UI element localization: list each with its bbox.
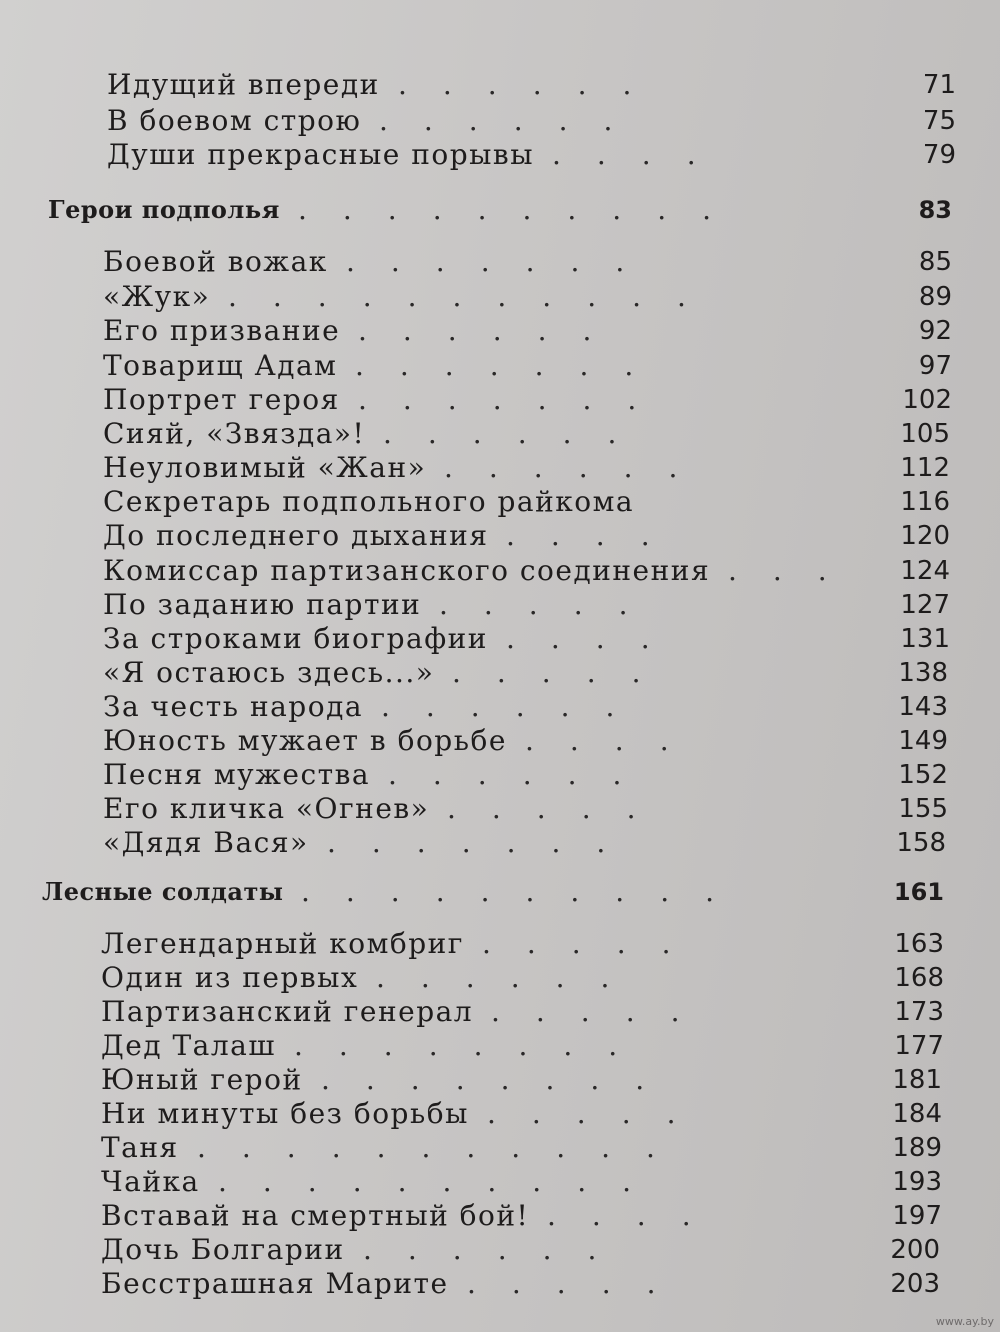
- toc-page-number: 124: [900, 556, 950, 586]
- toc-entry-title: Сияй, «Звязда»!: [103, 417, 366, 450]
- leader-dots: [652, 485, 877, 519]
- toc-page-number: 181: [892, 1065, 942, 1095]
- toc-entry-title: Дед Талаш: [101, 1029, 276, 1062]
- toc-page-number: 120: [900, 521, 950, 551]
- toc-entry-title: «Я остаюсь здесь...»: [103, 656, 435, 689]
- toc-entry-title: Дочь Болгарии: [101, 1233, 345, 1266]
- toc-entry-title: Неуловимый «Жан»: [103, 451, 427, 484]
- toc-entry: [0, 1063, 1000, 1097]
- toc-entry: [0, 690, 1000, 724]
- toc-entry: [0, 1199, 1000, 1233]
- toc-entry: [0, 995, 1000, 1029]
- toc-entry-title: Портрет героя: [103, 383, 340, 416]
- toc-entry: [0, 961, 1000, 995]
- toc-page-number: 152: [898, 760, 948, 790]
- leader-dots: ...: [728, 554, 863, 587]
- toc-entry: [0, 1233, 1000, 1267]
- toc-entry-title: Его призвание: [103, 314, 341, 347]
- toc-page-number: 193: [892, 1167, 942, 1197]
- toc-page-number: 71: [922, 70, 956, 100]
- toc-entry-title: Идущий впереди: [107, 68, 380, 101]
- toc-entry-title: Юность мужает в борьбе: [103, 724, 507, 757]
- toc-page-number: 163: [894, 929, 944, 959]
- leader-dots: ......: [388, 758, 658, 791]
- toc-page-number: 83: [918, 196, 952, 224]
- toc-page-number: 105: [900, 419, 950, 449]
- toc-entry-title: Его кличка «Огнев»: [103, 792, 430, 825]
- leader-dots: ......: [383, 417, 653, 450]
- toc-entry-title: Легендарный комбриг: [101, 927, 464, 960]
- leader-dots: .....: [491, 995, 716, 1028]
- leader-dots: ........: [294, 1029, 654, 1062]
- toc-page-number: 89: [918, 282, 952, 312]
- watermark: www.ay.by: [935, 1315, 994, 1328]
- toc-page-number: 197: [892, 1201, 942, 1231]
- leader-dots: .....: [447, 792, 672, 825]
- toc-section-heading: [0, 193, 1000, 227]
- leader-dots: ........: [321, 1063, 681, 1096]
- toc-page-number: 127: [900, 590, 950, 620]
- leader-dots: ....: [506, 622, 686, 655]
- toc-entry: [0, 1029, 1000, 1063]
- leader-dots: ....: [525, 724, 705, 757]
- toc-page-number: 173: [894, 997, 944, 1027]
- leader-dots: ....: [547, 1199, 727, 1232]
- toc-entry: [0, 314, 1000, 348]
- toc-page-number: 184: [892, 1099, 942, 1129]
- toc-entry-title: Души прекрасные порывы: [107, 138, 534, 171]
- toc-entry-title: Чайка: [101, 1165, 200, 1198]
- toc-page-number: 161: [893, 878, 944, 906]
- leader-dots: ..........: [218, 1165, 668, 1198]
- toc-entry: [0, 68, 1000, 102]
- toc-entry: [0, 622, 1000, 656]
- leader-dots: .....: [467, 1267, 692, 1300]
- leader-dots: ...........: [197, 1131, 691, 1164]
- toc-entry: [0, 588, 1000, 622]
- leader-dots: ......: [381, 690, 651, 723]
- toc-entry: [0, 792, 1000, 826]
- toc-page-number: 97: [918, 351, 952, 381]
- toc-entry: [0, 1165, 1000, 1199]
- leader-dots: .......: [327, 826, 642, 859]
- toc-entry-title: Таня: [101, 1131, 179, 1164]
- toc-entry-title: «Дядя Вася»: [103, 826, 309, 859]
- leader-dots: ...........: [228, 280, 722, 313]
- leader-dots: .....: [487, 1097, 712, 1130]
- toc-entry: [0, 1131, 1000, 1165]
- leader-dots: ..........: [301, 875, 751, 908]
- toc-entry: [0, 1267, 1000, 1301]
- toc-entry: [0, 104, 1000, 138]
- toc-section-heading: [0, 875, 1000, 909]
- toc-entry: [0, 280, 1000, 314]
- toc-entry-title: Боевой вожак: [103, 245, 328, 278]
- toc-entry: [0, 245, 1000, 279]
- toc-page-number: 112: [900, 453, 950, 483]
- toc-entry-title: Один из первых: [101, 961, 359, 994]
- toc-entry-title: Товарищ Адам: [103, 349, 338, 382]
- toc-page-number: 203: [890, 1269, 940, 1299]
- toc-entry: [0, 349, 1000, 383]
- toc-entry: [0, 656, 1000, 690]
- toc-entry: [0, 485, 1000, 519]
- toc-entry: [0, 927, 1000, 961]
- toc-page-number: 75: [922, 106, 956, 136]
- toc-entry-title: Лесные солдаты: [42, 877, 284, 906]
- toc-page-number: 138: [898, 658, 948, 688]
- leader-dots: .....: [439, 588, 664, 621]
- toc-entry-title: Юный герой: [101, 1063, 303, 1096]
- toc-entry: [0, 138, 1000, 172]
- toc-entry-title: В боевом строю: [107, 104, 362, 137]
- toc-page-number: 102: [902, 385, 952, 415]
- toc-entry: [0, 724, 1000, 758]
- toc-entry-title: Бесстрашная Марите: [101, 1267, 449, 1300]
- toc-entry: [0, 1097, 1000, 1131]
- toc-page-number: 168: [894, 963, 944, 993]
- toc-entry-title: До последнего дыхания: [103, 519, 489, 552]
- toc-entry-title: Секретарь подпольного райкома: [103, 485, 635, 518]
- leader-dots: ......: [398, 68, 668, 101]
- toc-entry-title: Вставай на смертный бой!: [101, 1199, 530, 1232]
- toc-entry-title: Партизанский генерал: [101, 995, 474, 1028]
- leader-dots: ......: [358, 314, 628, 347]
- toc-entry-title: Герои подполья: [48, 195, 280, 224]
- toc-page-number: 200: [890, 1235, 940, 1265]
- leader-dots: ..........: [298, 193, 748, 226]
- toc-page-number: 79: [922, 140, 956, 170]
- toc-entry: [0, 554, 1000, 588]
- leader-dots: ....: [506, 519, 686, 552]
- toc-page-number: 149: [898, 726, 948, 756]
- toc-entry: [0, 383, 1000, 417]
- toc-entry-title: «Жук»: [103, 280, 211, 313]
- toc-page-number: 155: [898, 794, 948, 824]
- toc-entry: [0, 826, 1000, 860]
- toc-entry-title: Ни минуты без борьбы: [101, 1097, 469, 1130]
- toc-entry-title: По заданию партии: [103, 588, 422, 621]
- leader-dots: .......: [358, 383, 673, 416]
- leader-dots: ......: [379, 104, 649, 137]
- leader-dots: ....: [552, 138, 732, 171]
- leader-dots: .......: [346, 245, 661, 278]
- toc-entry-title: За честь народа: [103, 690, 364, 723]
- toc-page-number: 158: [896, 828, 946, 858]
- toc-entry: [0, 451, 1000, 485]
- toc-page-number: 85: [918, 247, 952, 277]
- toc-page-number: 177: [894, 1031, 944, 1061]
- toc-entry-title: Песня мужества: [103, 758, 371, 791]
- toc-entry: [0, 417, 1000, 451]
- toc-entry-title: За строками биографии: [103, 622, 488, 655]
- toc-entry: [0, 758, 1000, 792]
- leader-dots: ......: [444, 451, 714, 484]
- leader-dots: .......: [355, 349, 670, 382]
- toc-entry: [0, 519, 1000, 553]
- toc-page-number: 143: [898, 692, 948, 722]
- toc-page-number: 131: [900, 624, 950, 654]
- leader-dots: ......: [376, 961, 646, 994]
- toc-page-number: 116: [900, 487, 950, 517]
- toc-page-number: 189: [892, 1133, 942, 1163]
- leader-dots: .....: [452, 656, 677, 689]
- toc-page-number: 92: [918, 316, 952, 346]
- toc-entry-title: Комиссар партизанского соединения: [103, 554, 711, 587]
- leader-dots: .....: [482, 927, 707, 960]
- leader-dots: ......: [363, 1233, 633, 1266]
